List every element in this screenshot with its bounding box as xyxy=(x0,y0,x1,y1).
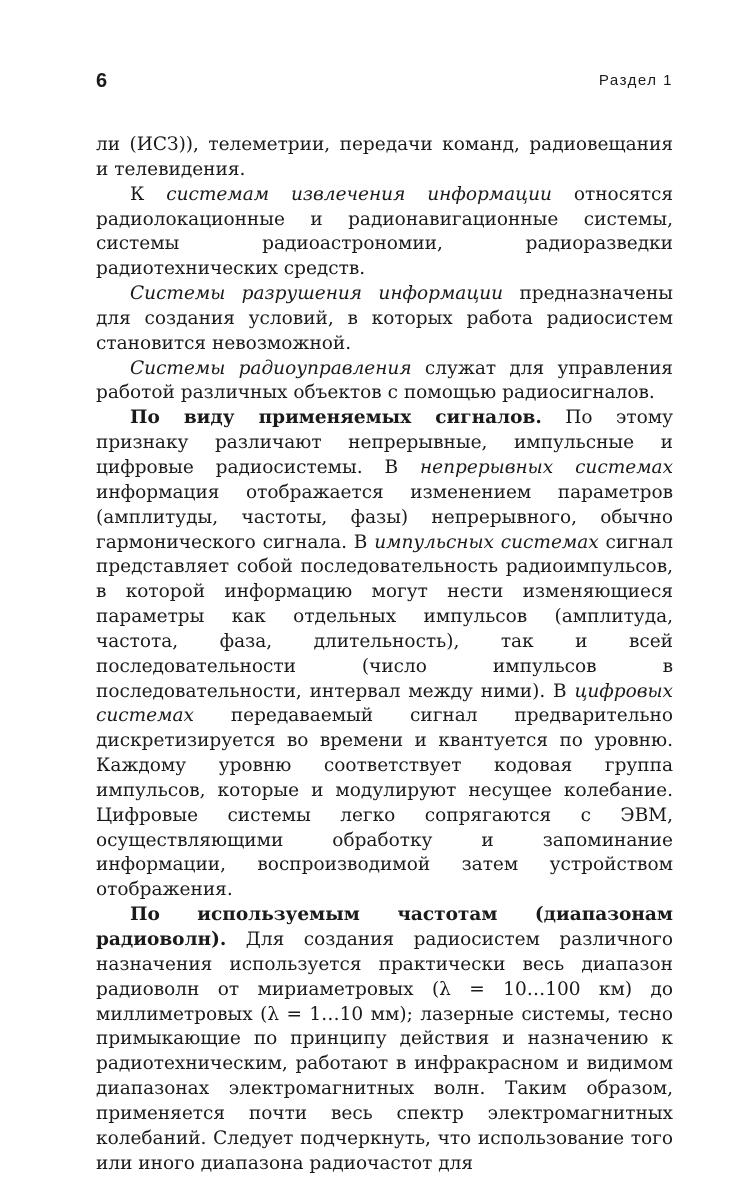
paragraph-6-part-3: ); лазерные системы, тесно примыкающие по принципу действия и назначению к радиотехническим, работают в инфракрасном и видимом диапазонах электромагнитных волн. Таким образом, применяется почти весь спектр электромагнитных колебаний. Следует подчеркнуть, что использование того или иного диапазона радиочастот для xyxy=(96,1003,674,1174)
term-continuous-systems: непрерывных системах xyxy=(419,456,673,478)
term-digital-systems: цифровых системах xyxy=(96,680,673,727)
wavelength-range-millimetric: λ = 1…10 мм xyxy=(267,1003,400,1025)
paragraph-1-text: ли (ИСЗ)), телеметрии, передачи команд, радиовещания и телевидения. xyxy=(96,134,673,180)
paragraph-6-part-1: Для создания радиосистем различного назначения используется практически весь диапазон радиоволн от мириаметровых ( xyxy=(96,929,673,1000)
paragraph-3 xyxy=(96,282,673,357)
paragraph-1 xyxy=(96,133,673,183)
body-text xyxy=(96,133,673,1176)
paragraph-2-lead: К xyxy=(130,183,167,205)
wavelength-range-myriametric: λ = 10…100 км xyxy=(439,978,625,1000)
paragraph-4 xyxy=(96,357,673,407)
paragraph-4-rest: служат для управления работой различных объектов с помощью радиосигналов. xyxy=(96,357,673,404)
paragraph-6-part-2: ) до миллиметровых ( xyxy=(96,978,673,1025)
term-radio-control: Системы радиоуправления xyxy=(130,357,412,379)
paragraph-2-rest: относятся радиолокационные и радионавигационные системы, системы радиоастрономии, радиоразведки радиотехнических средств. xyxy=(96,183,673,280)
heading-frequency-range: По используемым частотам (диапазонам радиоволн). xyxy=(96,904,673,950)
paragraph-5-part-2: информация отображается изменением параметров (амплитуды, частоты, фазы) непрерывного, обычно гармонического сигнала. В xyxy=(96,481,673,553)
paragraph-3-rest: предназначены для создания условий, в которых работа радиосистем становится невозможной. xyxy=(96,283,673,354)
paragraph-2 xyxy=(96,183,673,282)
term-information-extraction: системам извлечения информации xyxy=(166,183,552,205)
paragraph-5 xyxy=(96,406,673,903)
paragraph-5-part-3: сигнал представляет собой последовательность радиоимпульсов, в которой информацию могут нести изменяющиеся параметры как отдельных импульсов (амплитуда, частота, фаза, длительность), так и всей последовательности (число импульсов в последовательности, интервал между ними). В xyxy=(96,531,673,702)
page-header xyxy=(96,66,673,96)
term-pulse-systems: импульсных системах xyxy=(374,531,599,553)
paragraph-6 xyxy=(96,903,673,1176)
term-information-destruction: Системы разрушения информации xyxy=(130,283,504,305)
paragraph-5-part-1: По этому признаку различают непрерывные, импульсные и цифровые радиосистемы. В xyxy=(96,407,673,478)
heading-signal-type: По виду применяемых сигналов. xyxy=(130,407,542,429)
page-number: 6 xyxy=(96,70,108,92)
running-head: Раздел 1 xyxy=(598,72,673,89)
paragraph-5-part-4: передаваемый сигнал предварительно дискретизируется во времени и квантуется по уровню. Каждому уровню соответствует кодовая группа импульсов, которые и модулируют несущее колебание. Цифровые системы легко сопрягаются с ЭВМ, осуществляющими обработку и запоминание информации, воспроизводимой затем устройством отображения. xyxy=(96,705,673,901)
